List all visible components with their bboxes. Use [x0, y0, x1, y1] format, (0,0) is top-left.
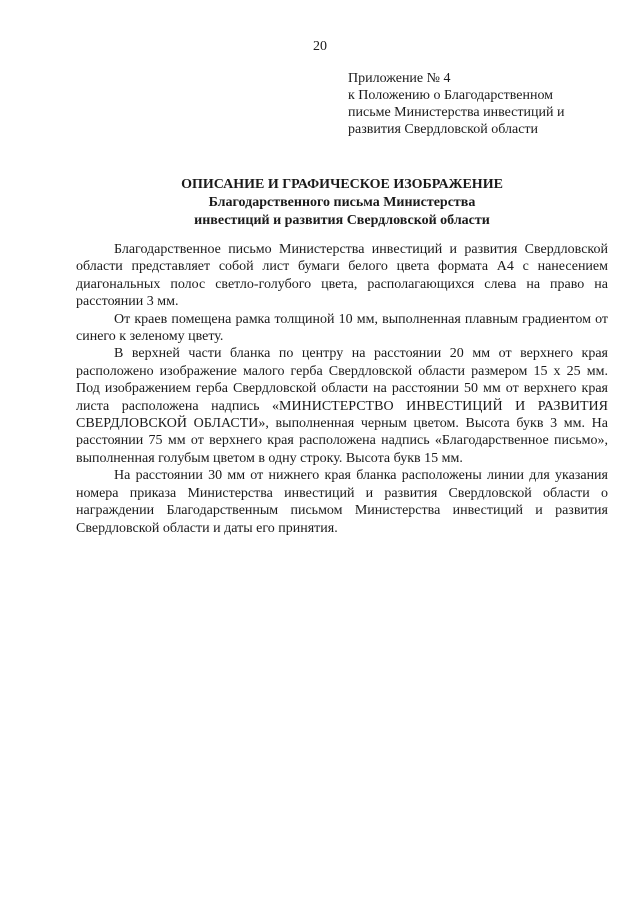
- paragraph: На расстоянии 30 мм от нижнего края бланка расположены линии для указания номера приказа Министерства инвестиций и развития Свердловской области о награждении Благодарственным письмом Министерства инвестиций и развития Свердловской области и даты его принятия.: [76, 468, 608, 536]
- appendix-line: письме Министерства инвестиций и: [348, 105, 565, 120]
- document-title: ОПИСАНИЕ И ГРАФИЧЕСКОЕ ИЗОБРАЖЕНИЕ: [181, 177, 503, 192]
- document-subtitle: Благодарственного письма Министерства: [208, 195, 476, 210]
- appendix-line: Приложение № 4: [348, 71, 451, 86]
- appendix-line: развития Свердловской области: [348, 122, 539, 137]
- paragraph: Благодарственное письмо Министерства инвестиций и развития Свердловской области представляет собой лист бумаги белого цвета формата А4 с нанесением диагональных полос светло-голубого цвета, располагающихся слева на право на расстоянии 3 мм.: [76, 242, 608, 310]
- page-number: 20: [313, 39, 327, 54]
- paragraph: В верхней части бланка по центру на расстоянии 20 мм от верхнего края расположено изображение малого герба Свердловской области размером 15 х 25 мм. Под изображением герба Свердловской области на расстоянии 50 мм от верхнего края листа расположена надпись «МИНИСТЕРСТВО ИНВЕСТИЦИЙ И РАЗВИТИЯ СВЕРДЛОВСКОЙ ОБЛАСТИ», выполненная черным цветом. Высота букв 3 мм. На расстоянии 75 мм от верхнего края расположена надпись «Благодарственное письмо», выполненная голубым цветом в одну строку. Высота букв 15 мм.: [76, 346, 608, 466]
- document-subtitle: инвестиций и развития Свердловской области: [194, 213, 490, 228]
- document-heading: [76, 176, 608, 230]
- document-body: [76, 241, 608, 537]
- appendix-block: [348, 70, 618, 138]
- appendix-line: к Положению о Благодарственном: [348, 88, 554, 103]
- paragraph: От краев помещена рамка толщиной 10 мм, выполненная плавным градиентом от синего к зеленому цвету.: [76, 311, 608, 345]
